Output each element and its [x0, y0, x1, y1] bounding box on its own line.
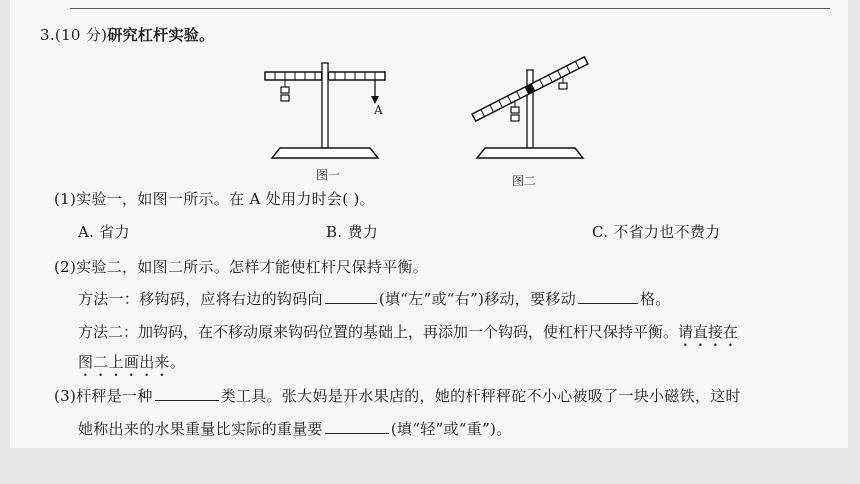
- part3-weight-blank[interactable]: [325, 419, 389, 434]
- method2-draw-instruction: 图二上画出来: [78, 353, 170, 371]
- part3-text-d: (填“轻”或“重”)。: [390, 420, 512, 438]
- part3-line2: [78, 418, 512, 439]
- method1-text-b: (填“左”或“右”)移动，要移动: [378, 290, 576, 308]
- question-title: 研究杠杆实验。: [107, 26, 215, 44]
- part2-question: (2)实验二，如图二所示。怎样才能使杠杆尺保持平衡。: [54, 258, 429, 276]
- method1-text-a: 方法一：移钩码，应将右边的钩码向: [78, 290, 323, 308]
- method2-text: 方法二：加钩码，在不移动原来钩码位置的基础上，再添加一个钩码，使杠杆尺保持平衡。: [78, 323, 679, 341]
- part1-option-a: A. 省力: [78, 223, 130, 241]
- part3-tool-type-blank[interactable]: [155, 386, 219, 401]
- worksheet-page: [10, 0, 848, 448]
- part1-option-b: B. 费力: [326, 223, 379, 241]
- part3-text-a: (3)杆秤是一种: [54, 387, 153, 405]
- part3-text-b: 类工具。张大妈是开水果店的，她的杆秤秤砣不小心被吸了一块小磁铁，这时: [220, 387, 741, 405]
- question-points: (10 分): [54, 26, 108, 44]
- method1-text-c: 格。: [640, 290, 671, 308]
- figure-2-caption: 图二: [512, 174, 537, 188]
- method2-emphasis: 请直接在: [678, 323, 739, 341]
- method2-period: 。: [169, 353, 186, 371]
- question-number: 3.: [40, 26, 55, 44]
- figure-1-caption: 图一: [316, 168, 341, 182]
- question-heading: [40, 24, 214, 45]
- part1-question: (1)实验一，如图一所示。在 A 处用力时会( )。: [54, 190, 375, 208]
- part3-line1: [54, 385, 741, 406]
- part1-option-c: C. 不省力也不费力: [592, 223, 721, 241]
- top-rule: [70, 8, 830, 9]
- part3-text-c: 她称出来的水果重量比实际的重量要: [78, 420, 323, 438]
- part2-method1: [78, 288, 671, 309]
- method1-direction-blank[interactable]: [325, 289, 377, 304]
- part2-method2-line1: [78, 321, 738, 350]
- method1-steps-blank[interactable]: [578, 289, 638, 304]
- part2-method2-line2: [78, 351, 185, 380]
- figure-2-lever: [465, 55, 605, 170]
- force-label-a: A: [374, 103, 383, 117]
